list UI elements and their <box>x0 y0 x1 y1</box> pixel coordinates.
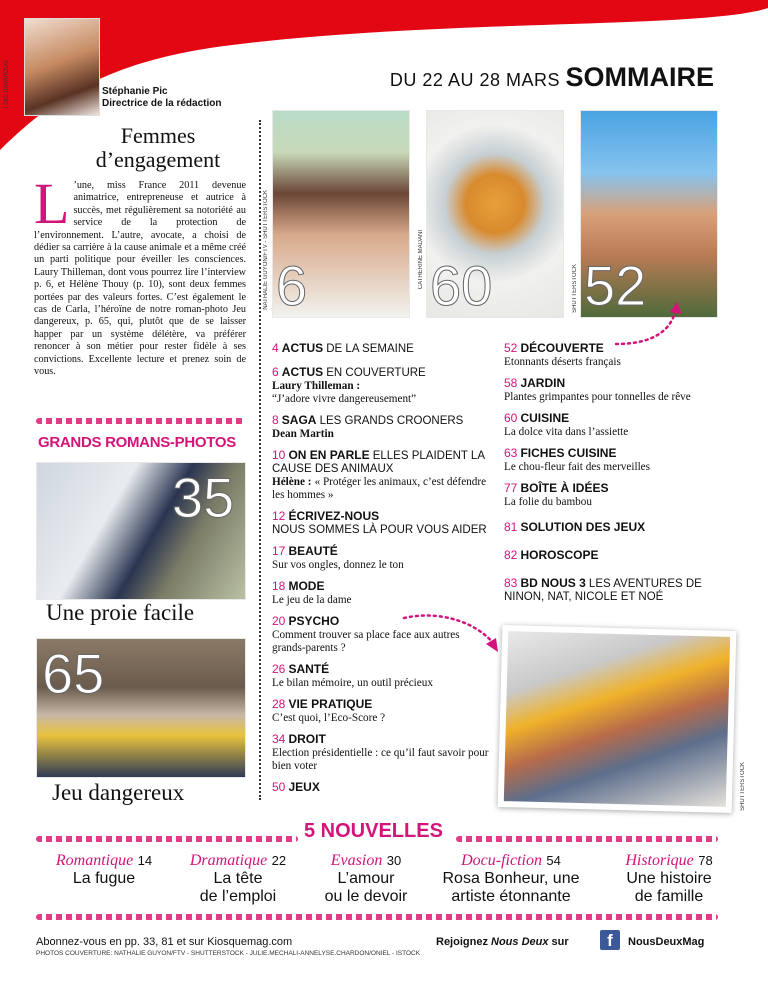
toc-item[interactable] <box>272 580 492 607</box>
photo-credits: PHOTOS COUVERTURE: NATHALIE GUYON/FTV - SHUTTERSTOCK - JULIE.MECHALI-ANNELYSE.CHARDON/ONIEL - ISTOCK <box>36 950 421 957</box>
toc-page: 6 <box>272 365 279 379</box>
toc-subtitle: Le chou-fleur fait des merveilles <box>504 461 650 473</box>
facebook-handle[interactable]: NousDeuxMag <box>628 936 705 948</box>
toc-keyword: PSYCHO <box>288 614 340 628</box>
nouvelles-wave-right <box>456 836 718 842</box>
nouvelle-title-line2: ou le devoir <box>324 888 408 905</box>
toc-keyword: ON EN PARLE <box>288 448 370 462</box>
toc-keyword: MODE <box>288 579 325 593</box>
subscribe-line[interactable]: Abonnez-vous en pp. 33, 81 et sur Kiosquemag.com <box>36 936 293 948</box>
toc-subtitle-bold: Hélène : <box>272 476 312 488</box>
toc-subtitle-bold: Dean Martin <box>272 428 334 440</box>
edito-title-line1: Femmes <box>120 123 196 148</box>
nouvelles-title: 5 NOUVELLES <box>304 820 443 842</box>
cover-3-number: 52 <box>584 254 647 317</box>
toc-keyword: VIE PRATIQUE <box>288 697 373 711</box>
toc-item[interactable] <box>504 521 714 535</box>
toc-item[interactable] <box>504 447 714 474</box>
cover-3-credit: SHUTTERSTOCK <box>572 264 578 313</box>
edito-title-line2: d’engagement <box>95 147 221 172</box>
toc-rest: LES AVENTURES DE NINON, NAT, NICOLE ET NOÉ <box>504 578 702 603</box>
toc-item[interactable] <box>272 342 492 356</box>
toc-page: 60 <box>504 411 518 425</box>
cover-1-number: 6 <box>276 254 308 317</box>
toc-page: 20 <box>272 614 286 628</box>
join-mag: Nous Deux <box>491 936 549 948</box>
toc-keyword: BOÎTE À IDÉES <box>520 481 609 495</box>
toc-keyword: BD NOUS 3 <box>520 576 586 590</box>
editor-name: Stéphanie Pic <box>102 86 168 97</box>
toc-item[interactable] <box>272 366 492 406</box>
toc-page: 10 <box>272 448 286 462</box>
family-photo-credit: SHUTTERSTOCK <box>740 762 746 811</box>
toc-page: 77 <box>504 481 518 495</box>
toc-page: 18 <box>272 579 286 593</box>
nouvelles-wave-bottom <box>36 914 718 920</box>
toc-item[interactable] <box>272 449 492 502</box>
editor-signature <box>102 86 222 110</box>
toc-rest: NOUS SOMMES LÀ POUR VOUS AIDER <box>272 524 487 536</box>
nouvelle-item[interactable] <box>306 852 426 906</box>
nouvelle-page: 54 <box>546 853 561 868</box>
nouvelle-title-line1: La fugue <box>72 870 136 887</box>
toc-rest: LES GRANDS CROONERS <box>319 415 464 427</box>
toc-page: 52 <box>504 341 518 355</box>
toc-subtitle-bold: Laury Thilleman : <box>272 380 361 392</box>
toc-keyword: DROIT <box>288 732 326 746</box>
nouvelle-title-line1: L’amour <box>337 870 395 887</box>
toc-subtitle: “J’adore vivre dangereusement” <box>272 393 417 405</box>
toc-keyword: ACTUS <box>281 341 324 355</box>
romans-label: GRANDS ROMANS-PHOTOS <box>38 434 236 451</box>
toc-rest: EN COUVERTURE <box>326 367 426 379</box>
toc-keyword: CUISINE <box>520 411 570 425</box>
toc-subtitle: Le jeu de la dame <box>272 594 352 606</box>
toc-page: 4 <box>272 341 279 355</box>
toc-item[interactable] <box>504 577 714 604</box>
toc-item[interactable] <box>272 663 492 690</box>
toc-subtitle: Le bilan mémoire, un outil précieux <box>272 677 433 689</box>
toc-right <box>504 342 714 604</box>
nouvelle-genre: Evasion <box>330 852 383 869</box>
family-photo-frame <box>498 625 737 813</box>
join-suffix: sur <box>551 936 569 948</box>
nouvelle-genre: Dramatique <box>189 852 268 869</box>
roman-1-number: 35 <box>172 466 235 529</box>
toc-page: 28 <box>272 697 286 711</box>
toc-rest: DE LA SEMAINE <box>326 343 414 355</box>
toc-item[interactable] <box>272 545 492 572</box>
toc-page: 17 <box>272 544 286 558</box>
toc-subtitle: La dolce vita dans l’assiette <box>504 426 629 438</box>
nouvelle-item[interactable] <box>178 852 298 906</box>
toc-page: 26 <box>272 662 286 676</box>
toc-keyword: ACTUS <box>281 365 324 379</box>
toc-page: 81 <box>504 520 518 534</box>
toc-keyword: SANTÉ <box>288 662 330 676</box>
nouvelle-page: 78 <box>698 853 713 868</box>
toc-page: 8 <box>272 413 279 427</box>
nouvelles-wave-left <box>36 836 298 842</box>
nouvelle-title-line1: Rosa Bonheur, une <box>442 870 580 887</box>
nouvelle-page: 14 <box>137 853 153 868</box>
toc-keyword: JEUX <box>288 780 320 794</box>
toc-page: 50 <box>272 780 286 794</box>
nouvelle-title-line2: artiste étonnante <box>451 888 571 905</box>
cover-2-credit: CATHERINE MADANI <box>418 230 424 290</box>
toc-subtitle: Sur vos ongles, donnez le ton <box>272 559 404 571</box>
toc-subtitle: La folie du bambou <box>504 496 592 508</box>
page-title: SOMMAIRE <box>565 62 714 92</box>
edito-title <box>60 124 256 172</box>
nouvelle-title-line1: La tête <box>213 870 263 887</box>
dotted-arrow-psycho <box>400 606 504 656</box>
dotted-divider <box>259 120 261 800</box>
nouvelle-genre: Docu-fiction <box>461 852 542 869</box>
toc-page: 34 <box>272 732 286 746</box>
editor-role: Directrice de la rédaction <box>102 98 222 109</box>
nouvelle-item[interactable] <box>44 852 164 888</box>
nouvelle-title-line2: de l’emploi <box>199 888 277 905</box>
nouvelle-title-line1: Une histoire <box>626 870 712 887</box>
toc-item[interactable] <box>272 733 492 773</box>
toc-keyword: DÉCOUVERTE <box>520 341 604 355</box>
toc-item[interactable] <box>272 414 492 441</box>
nouvelle-page: 22 <box>271 853 287 868</box>
issue-date: DU 22 AU 28 MARS <box>389 70 560 90</box>
roman-2-caption: Jeu dangereux <box>52 780 185 805</box>
family-photo <box>504 631 730 807</box>
toc-page: 82 <box>504 548 518 562</box>
toc-page: 12 <box>272 509 286 523</box>
toc-subtitle: Plantes grimpantes pour tonnelles de rêve <box>504 391 691 403</box>
toc-item[interactable] <box>504 412 714 439</box>
cover-1-credit: NATHALIE GUYON/FTV - SHUTTERSTOCK <box>263 190 269 310</box>
toc-page: 63 <box>504 446 518 460</box>
toc-subtitle: Comment trouver sa place face aux autres grands-parents ? <box>272 629 460 654</box>
toc-item[interactable] <box>272 698 492 725</box>
toc-item[interactable] <box>504 342 714 369</box>
facebook-icon[interactable]: f <box>600 930 620 950</box>
toc-item[interactable] <box>272 510 492 537</box>
toc-keyword: HOROSCOPE <box>520 548 599 562</box>
toc-keyword: SAGA <box>281 413 317 427</box>
cover-2-number: 60 <box>430 254 493 317</box>
toc-item[interactable] <box>272 781 492 795</box>
toc-item[interactable] <box>504 482 714 509</box>
edito-text: ’une, miss France 2011 devenue animatrice, entrepreneuse et autrice à succès, met régulièrement sa notoriété au service de la protection de l’environnement. L’autre, avocate, a choisi de dédier sa carrière à la cause animale et a même créé un parti politique pour éveiller les consciences. Laury Thilleman, dont vous pourrez lire l’interview p. 6, et Hélène Thouy (p. 10), sont deux femmes portées par des valeurs fortes. C’est également le cas de Carla, l’héroïne de notre roman-photo Jeu dangereux, p. 65, qui, plutôt que de se laisser happer par un système délétère, va préférer renoncer à son métier pour rester fidèle à ses convictions. Excellente lecture et prenez soin de vous. <box>34 180 246 378</box>
editor-photo <box>24 18 100 116</box>
toc-keyword: BEAUTÉ <box>288 544 338 558</box>
divider-wave <box>36 418 244 424</box>
header <box>390 62 714 93</box>
toc-rest: ELLES PLAIDENT LA CAUSE DES ANIMAUX <box>272 450 485 475</box>
nouvelle-genre: Historique <box>625 852 694 869</box>
edito-body <box>34 171 246 379</box>
toc-subtitle: Etonnants déserts français <box>504 356 621 368</box>
toc-left <box>272 342 492 795</box>
join-line <box>436 936 569 948</box>
toc-keyword: ÉCRIVEZ-NOUS <box>288 509 380 523</box>
join-prefix: Rejoignez <box>436 936 488 948</box>
editor-photo-credit: LOÏC BAVAROUX <box>4 60 10 109</box>
toc-item[interactable] <box>504 549 714 563</box>
nouvelle-item[interactable] <box>436 852 586 906</box>
edito-dropcap: L <box>34 171 70 236</box>
toc-page: 83 <box>504 576 518 590</box>
roman-2-number: 65 <box>42 642 105 705</box>
toc-keyword: FICHES CUISINE <box>520 446 617 460</box>
toc-page: 58 <box>504 376 518 390</box>
toc-keyword: SOLUTION DES JEUX <box>520 520 646 534</box>
toc-subtitle: « Protéger les animaux, c’est défendre les hommes » <box>272 476 487 501</box>
toc-keyword: JARDIN <box>520 376 566 390</box>
toc-item[interactable] <box>504 377 714 404</box>
toc-subtitle: C’est quoi, l’Eco-Score ? <box>272 712 386 724</box>
nouvelle-page: 30 <box>386 853 402 868</box>
roman-1-caption: Une proie facile <box>46 600 195 625</box>
nouvelle-title-line2: de famille <box>634 888 704 905</box>
toc-subtitle: Election présidentielle : ce qu’il faut savoir pour bien voter <box>272 747 489 772</box>
nouvelle-genre: Romantique <box>55 852 134 869</box>
nouvelle-item[interactable] <box>610 852 728 906</box>
